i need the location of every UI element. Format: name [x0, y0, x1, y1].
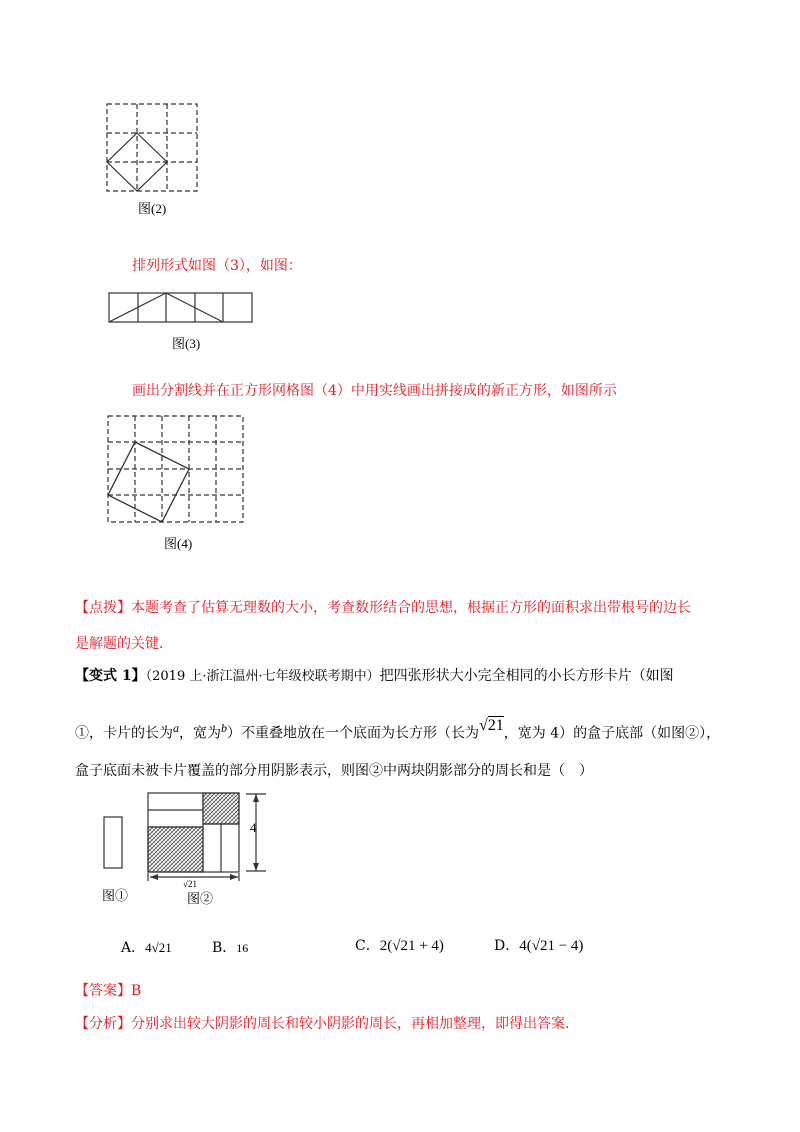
section-3-text: 排列形式如图（3），如图：: [132, 258, 302, 274]
variant-label: 【变式 1】: [75, 668, 146, 684]
analysis-text: 分别求出较大阴影的周长和较小阴影的周长，再相加整理，即得出答案．: [131, 1016, 579, 1032]
option-a[interactable]: [121, 938, 172, 958]
option-d-letter: D．: [494, 938, 520, 954]
figure-3-strip: [108, 292, 258, 327]
option-d[interactable]: [494, 936, 583, 956]
variant-text-2a: ①，卡片的长为: [75, 725, 173, 742]
option-b[interactable]: [212, 938, 248, 958]
variant-text-2d: ，宽为 4）的盒子底部（如图②），: [503, 725, 721, 742]
figure-2-caption: 图(2): [138, 201, 167, 216]
option-a-letter: A．: [121, 940, 146, 956]
dianbo-line-2: 是解题的关键．: [75, 636, 173, 652]
variant-source: （2019 上·浙江温州·七年级校联考期中）: [145, 669, 380, 684]
figure-2-box: [146, 790, 286, 925]
height-label: 4: [250, 820, 257, 835]
variant-text-1: 把四张形状大小完全相同的小长方形卡片（如图: [379, 668, 674, 684]
dianbo-line-1: [75, 598, 691, 618]
variant-text-2b: ，宽为: [179, 725, 221, 742]
option-c[interactable]: [355, 936, 444, 956]
option-c-letter: C．: [355, 938, 380, 954]
option-b-value: 16: [236, 941, 249, 955]
figure-1-card: [103, 816, 133, 876]
sqrt-21: √21: [479, 716, 504, 734]
figure-4-caption: 图(4): [164, 536, 193, 551]
answer-value: B: [131, 983, 142, 999]
figure-2-caption-box: 图②: [187, 891, 214, 906]
width-label: √21: [183, 879, 197, 889]
variant-line-3: 盒子底面未被卡片覆盖的部分用阴影表示，则图②中两块阴影部分的周长和是（ ）: [75, 763, 593, 779]
dianbo-label: 【点拨】: [75, 600, 131, 616]
answer-line: [75, 981, 141, 1001]
var-b: b: [221, 721, 227, 735]
variant-line-1: [75, 666, 674, 687]
section-4-text: 画出分割线并在正方形网格图（4）中用实线画出拼接成的新正方形，如图所示: [132, 383, 617, 399]
analysis-line: [75, 1014, 579, 1034]
dianbo-text-1: 本题考查了估算无理数的大小，考查数形结合的思想，根据正方形的面积求出带根号的边长: [131, 600, 691, 616]
var-a: a: [173, 721, 179, 735]
figure-1-caption: 图①: [102, 888, 129, 903]
figure-3-caption: 图(3): [172, 336, 201, 351]
variant-text-2c: ）不重叠地放在一个底面为长方形（长为: [227, 725, 479, 742]
option-d-value: 4(√21 − 4): [519, 938, 584, 954]
analysis-label: 【分析】: [75, 1016, 131, 1032]
figure-4-grid: [107, 415, 252, 530]
variant-line-2: [75, 718, 720, 744]
option-b-letter: B．: [212, 940, 237, 956]
option-a-value: 4√21: [145, 940, 172, 955]
option-c-value: 2(√21 + 4): [379, 938, 444, 954]
answer-label: 【答案】: [75, 983, 131, 999]
figure-2-diamond: [106, 103, 206, 203]
